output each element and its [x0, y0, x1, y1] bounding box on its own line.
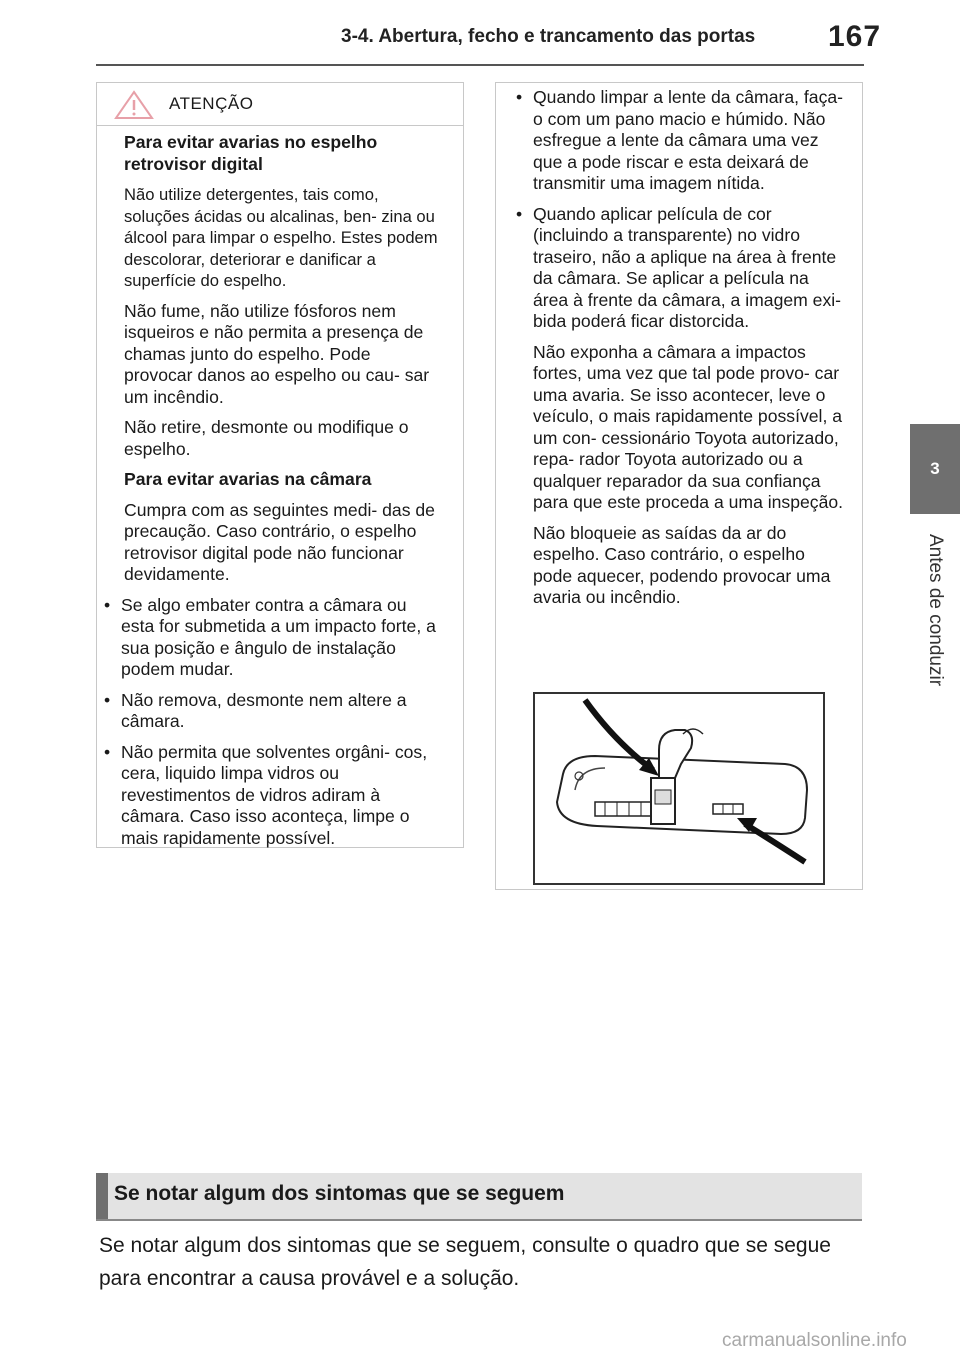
section-accent-bar — [96, 1173, 108, 1219]
bullet-dot: • — [516, 87, 523, 107]
page-header-title: 3-4. Abertura, fecho e trancamento das portas — [341, 26, 756, 47]
warning-heading-mirror: Para evitar avarias no espelho retrovisor digital — [124, 132, 378, 174]
warning-bullet-item: • Não permita que solventes orgâni- cos, cera, liquido limpa vidros ou revestimentos de vidros adiram à câmara. Caso isso aconteça, limpe o mais rapidamente possível. — [104, 741, 428, 848]
warning-title: ATENÇÃO — [169, 94, 254, 113]
continuation-paragraph: Não exponha a câmara a impactos fortes, uma vez que tal pode provo- car uma avaria. Se isso acontecer, leve o veículo, o mais rapidamente possível, a um con- cessionário Toyota autorizado, repa- rador Toyota autorizado ou a qualquer reparador da sua confiança para que este proceda a uma inspeção. — [533, 341, 844, 512]
warning-paragraph: Não fume, não utilize fósforos nem isqueiros e não permita a presença de chamas junto do espelho. Pode provocar danos ao espelho ou cau- sar um incêndio. — [124, 300, 430, 407]
chapter-tab-label: Antes de conduzir — [925, 533, 946, 687]
warning-bullet-item: • Não remova, desmonte nem altere a câmara. — [104, 689, 407, 731]
warning-paragraph: Não utilize detergentes, tais como, soluções ácidas ou alcalinas, ben- zina ou álcool para limpar o espelho. Estes podem descolorar, deteriorar e danificar a superfície do espelho. — [124, 185, 438, 290]
warning-heading-camera: Para evitar avarias na câmara — [124, 469, 372, 489]
section-header — [96, 1173, 862, 1221]
warning-bullet-item: • Se algo embater contra a câmara ou esta for submetida a um impacto forte, a sua posição e ângulo de instalação podem mudar. — [104, 594, 436, 679]
mirror-camera-illustration — [533, 692, 825, 885]
chapter-tab-number: 3 — [910, 424, 960, 514]
warning-content — [97, 126, 463, 849]
mirror-outline — [557, 756, 807, 834]
bullet-dot: • — [516, 203, 523, 224]
continuation-bullet-item: • Quando limpar a lente da câmara, faça-o com um pano macio e húmido. Não esfregue a lente da câmara uma vez que a pode riscar e esta deixará de transmitir uma imagem nítida. — [516, 87, 844, 193]
continuation-content — [496, 83, 862, 609]
continuation-paragraph: Não bloqueie as saídas da ar do espelho. Caso contrário, o espelho pode aquecer, podendo provocar uma avaria ou incêndio. — [533, 522, 831, 607]
bullet-dot: • — [104, 741, 111, 762]
bullet-dot: • — [104, 594, 111, 615]
page-number: 167 — [828, 20, 882, 53]
warning-box — [96, 82, 464, 848]
warning-paragraph: Não retire, desmonte ou modifique o espelho. — [124, 417, 409, 459]
warning-triangle-icon — [114, 90, 154, 125]
warning-header — [97, 83, 463, 126]
chapter-tab-divider — [910, 512, 960, 514]
bullet-dot: • — [104, 689, 111, 710]
watermark-text: carmanualsonline.info — [722, 1330, 907, 1351]
continuation-bullet-item: • Quando aplicar película de cor (incluindo a transparente) no vidro traseiro, não a aplique na área à frente da câmara. Se aplicar a película na área à frente da câmara, a imagem exi- bida poderá ficar distorcida. — [516, 203, 842, 331]
warning-paragraph: Cumpra com as seguintes medi- das de precaução. Caso contrário, o espelho retrovisor digital pode não funcionar devidamente. — [124, 499, 435, 584]
section-body-text: Se notar algum dos sintomas que se seguem, consulte o quadro que se segue para encontrar a causa provável e a solução. — [99, 1234, 831, 1290]
section-title: Se notar algum dos sintomas que se seguem — [114, 1182, 565, 1205]
header-divider — [96, 64, 864, 66]
